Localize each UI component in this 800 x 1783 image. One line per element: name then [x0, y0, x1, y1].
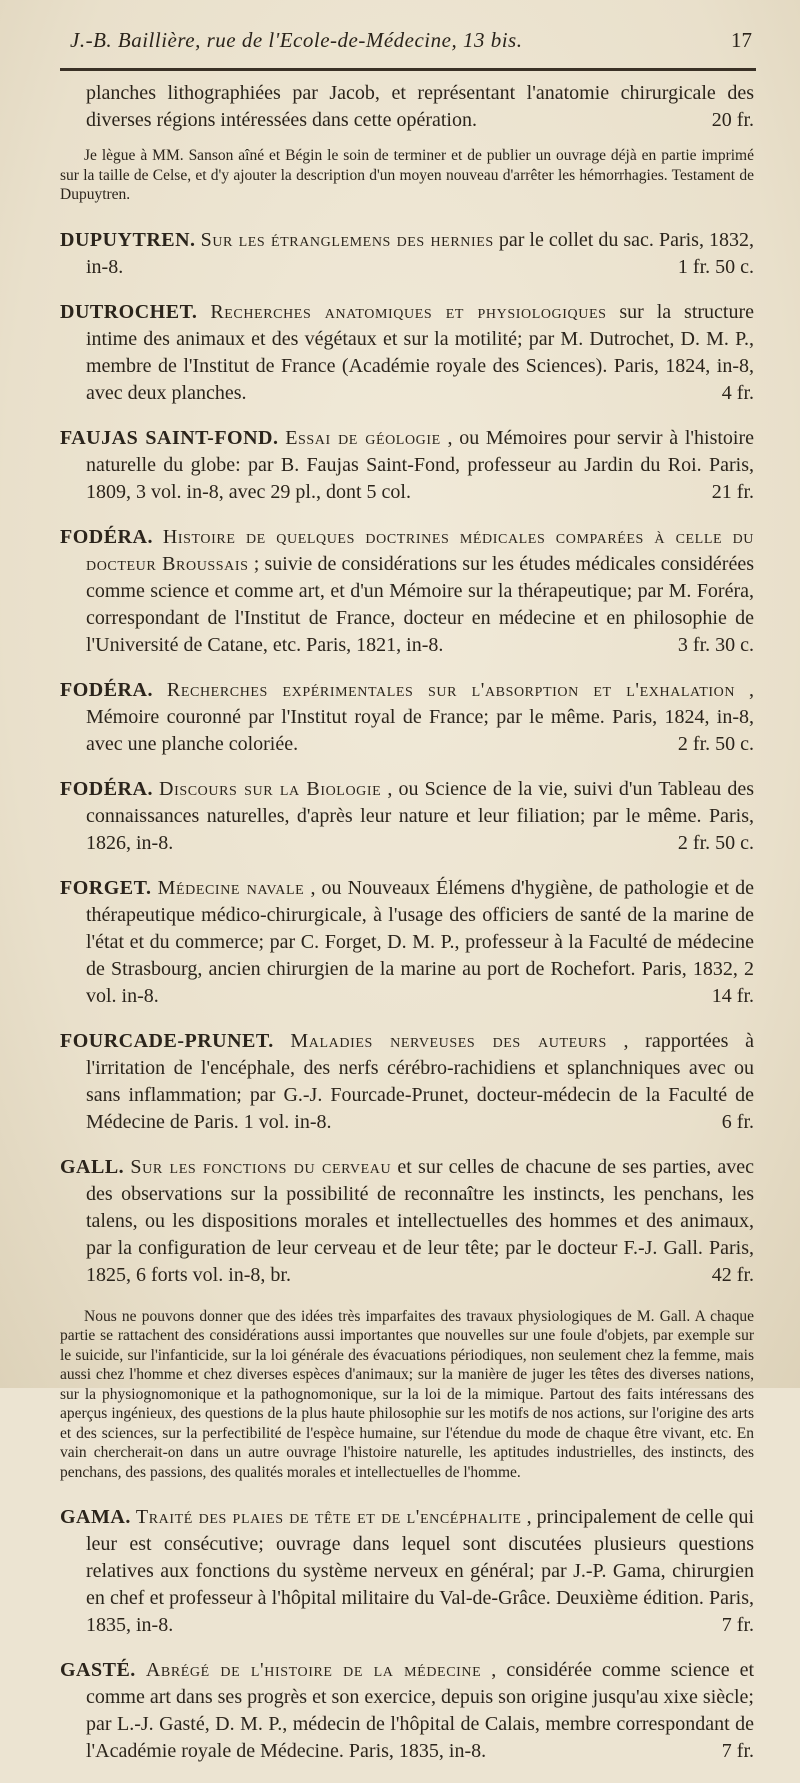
catalog-content — [60, 80, 760, 1783]
entry-body: par le collet du sac. Paris, 1832, in-8. — [86, 228, 755, 278]
entry-price: 1 fr. 50 c. — [677, 255, 754, 278]
entry-author: FORGET. — [60, 876, 152, 899]
entry-author: FOURCADE-PRUNET. — [60, 1029, 274, 1052]
entry-price: 20 fr. — [711, 109, 754, 131]
header-rule — [60, 68, 756, 71]
catalog-entry — [60, 425, 760, 504]
entry-body: , principalement de celle qui leur est consécutive; ouvrage dans lequel sont discutées plusieurs questions relatives aux fonctions du système nerveux en général; par J.-P. Gama, chirurgien en chef et professeur à l'hôpital militaire du Val-de-Grâce. Deuxième édition. Paris, 1835, in-8. — [86, 1506, 755, 1636]
entry-title: Sur les étranglemens des hernies — [200, 228, 494, 251]
entry-body: , rapportées à l'irritation de l'encéphale, des nerfs cérébro-rachidiens et splanchniques avec ou sans inflammation; par G.-J. Fourcade-Prunet, docteur-médecin de la Faculté de Médecine de Paris. 1 vol. in-8. — [86, 1029, 755, 1133]
entries-after-list — [60, 1504, 760, 1763]
entry-author: FODÉRA. — [60, 678, 153, 701]
catalog-entry — [60, 524, 760, 657]
page-number: 17 — [731, 28, 752, 52]
catalog-entry — [60, 1504, 760, 1637]
entry-title: Sur les fonctions du cerveau — [130, 1155, 392, 1178]
catalog-entry — [60, 875, 760, 1008]
entry-price: 3 fr. 30 c. — [677, 633, 754, 656]
entry-title: Histoire de quelques doctrines médicales comparées à celle du docteur Broussais — [86, 525, 755, 575]
catalog-entry — [60, 1028, 760, 1134]
publisher-line: J.-B. Baillière, rue de l'Ecole-de-Médecine, 13 bis. — [70, 28, 523, 52]
entry-price: 7 fr. — [721, 1614, 754, 1636]
entry-price: 21 fr. — [711, 480, 754, 503]
entry-body: , ou Science de la vie, suivi d'un Tableau des connaissances naturelles, d'après leur nature et leur filiation; par le même. Paris, 1826, in-8. — [86, 777, 754, 854]
entry-author: FODÉRA. — [60, 525, 153, 548]
entry-price: 7 fr. — [721, 1740, 754, 1762]
entry-body: ; suivie de considérations sur les études médicales considérées comme science et comme art, et d'un Mémoire sur la thérapeutique; par M. Foréra, correspondant de l'Institut de France, docteur en médecine et en philosophie de l'Université de Catane, etc. Paris, 1821, in-8. — [86, 552, 754, 656]
entry-title: Essai de géologie — [285, 426, 441, 449]
entry-body: , considérée comme science et comme art dans ses progrès et son exercice, depuis son origine jusqu'au xixe siècle; par L.-J. Gasté, D. M. P., médecin de l'hôpital de Calais, membre correspondant de l'Académie royale de Médecine. Paris, 1835, in-8. — [86, 1659, 755, 1762]
entry-author: FODÉRA. — [60, 777, 153, 800]
catalog-entry — [60, 1657, 760, 1763]
entry-title: Recherches anatomiques et physiologiques — [210, 300, 607, 323]
entry-body: sur la structure intime des animaux et des végétaux et sur la motilité; par M. Dutrochet, D. M. P., membre de l'Institut de France (Académie royale des Sciences). Paris, 1824, in-8, avec deux planches. — [86, 300, 755, 404]
entries-list — [60, 227, 760, 1287]
note-gall: Nous ne pouvons donner que des idées très imparfaites des travaux physiologiques de M. Gall. A chaque partie se rattachent des considérations aussi importantes que nouvelles sur une foule d'objets, par exemple sur le suicide, sur l'infanticide, sur la loi générale des évacuations périodiques, non seulement chez la femme, mais aussi chez l'homme et chez diverses espèces d'animaux; sur la manière de juger les têtes des diverses nations, sur la physiognomonique et la pathognomonique, sur la loi de la mimique. Partout des faits intéressans des aperçus ingénieux, des questions de la plus haute philosophie sur les motifs de nos actions, sur l'origine des arts et des sciences, sur la perfectibilité de l'espèce humaine, sur l'étendue du mode de chaque être vivant, etc. En vain chercherait-on dans un autre ouvrage l'histoire naturelle, les aptitudes industrielles, des instincts, des penchans, des passions, des qualités morales et intellectuelles de l'homme. — [60, 1307, 754, 1481]
entry-title: Traité des plaies de tête et de l'encéphalite — [135, 1506, 522, 1528]
entry-author: GALL. — [60, 1155, 125, 1178]
entry-title: Abrégé de l'histoire de la médecine — [145, 1659, 482, 1681]
entry-body: , ou Mémoires pour servir à l'histoire naturelle du globe: par B. Faujas Saint-Fond, professeur au Jardin du Roi. Paris, 1809, 3 vol. in-8, avec 29 pl., dont 5 col. — [86, 426, 755, 503]
entry-price: 6 fr. — [721, 1110, 754, 1133]
entry-author: FAUJAS SAINT-FOND. — [60, 426, 279, 449]
entry-price: 4 fr. — [721, 381, 754, 404]
entry-price: 42 fr. — [711, 1263, 754, 1286]
entry-author: GASTÉ. — [60, 1659, 136, 1681]
catalog-entry — [60, 776, 760, 855]
entry-title: Discours sur la Biologie — [159, 777, 382, 800]
entry-title: Médecine navale — [157, 876, 305, 899]
entry-price: 2 fr. 50 c. — [677, 831, 754, 854]
catalog-entry — [60, 299, 760, 405]
entry-author: GAMA. — [60, 1506, 131, 1528]
entry-title: Maladies nerveuses des auteurs — [290, 1029, 607, 1052]
entry-body: , ou Nouveaux Élémens d'hygiène, de pathologie et de thérapeutique médico-chirurgicale, à l'usage des officiers de santé de la marine de l'état et du commerce; par C. Forget, D. M. P., professeur à la Faculté de médecine de Strasbourg, ancien chirurgien de la marine au port de Rochefort. Paris, 1832, 2 vol. in-8. — [86, 876, 754, 1007]
entry-author: DUPUYTREN. — [60, 228, 196, 251]
entry-price: 2 fr. 50 c. — [677, 732, 754, 755]
entry-title: Recherches expérimentales sur l'absorption et l'exhalation — [166, 678, 736, 701]
catalog-entry — [60, 1154, 760, 1287]
note-dupuytren: Je lègue à MM. Sanson aîné et Bégin le soin de terminer et de publier un ouvrage déjà en partie imprimé sur la taille de Celse, et d'y ajouter la description d'un moyen nouveau d'arrêter les hémorrhagies. Testament de Dupuytren. — [60, 147, 754, 203]
entry-price: 14 fr. — [711, 984, 754, 1007]
entry-body: et sur celles de chacune de ses parties, avec des observations sur la possibilité de reconnaître les instincts, les penchans, les talens, ou les dispositions morales et intellectuelles des hommes et des animaux, par la configuration de leur cerveau et de leur tête; par le docteur F.-J. Gall. Paris, 1825, 6 forts vol. in-8, br. — [86, 1155, 755, 1286]
continuation-entry — [60, 80, 760, 132]
entry-body: , Mémoire couronné par l'Institut royal de France; par le même. Paris, 1824, in-8, avec une planche coloriée. — [86, 678, 755, 755]
entry-body: planches lithographiées par Jacob, et représentant l'anatomie chirurgicale des diverses régions intéressées dans cette opération. — [86, 82, 754, 131]
entry-author: DUTROCHET. — [60, 300, 198, 323]
catalog-entry — [60, 227, 760, 279]
catalog-entry — [60, 677, 760, 756]
running-header — [60, 24, 760, 64]
